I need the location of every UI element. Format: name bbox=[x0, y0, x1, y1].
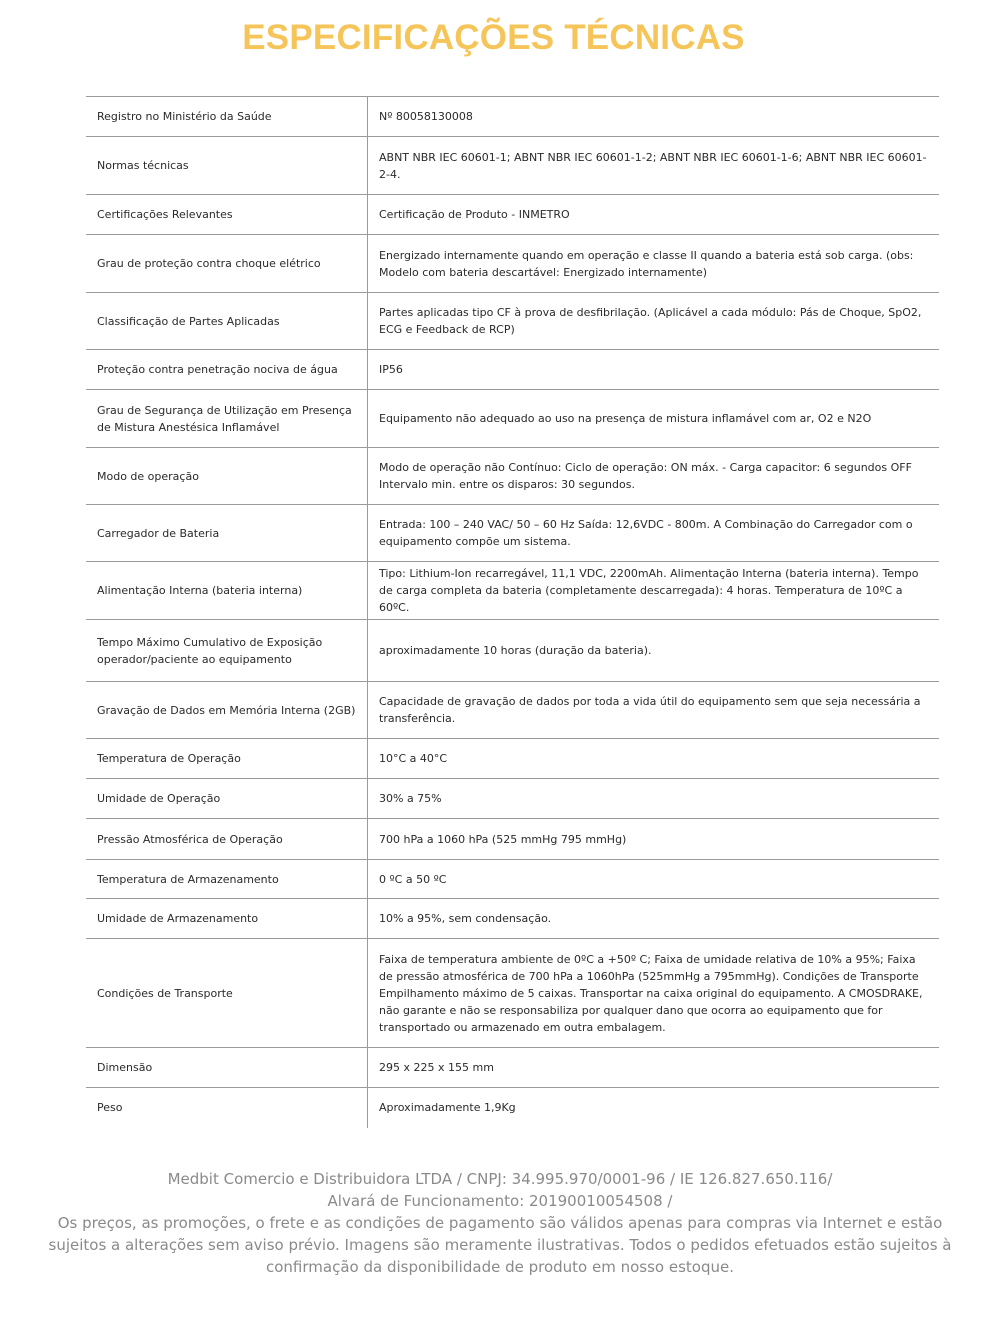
spec-value: Partes aplicadas tipo CF à prova de desfibrilação. (Aplicável a cada módulo: Pás de Choque, SpO2, ECG e Feedback de RCP) bbox=[368, 293, 940, 350]
table-row bbox=[86, 860, 939, 899]
spec-value: Equipamento não adequado ao uso na presença de mistura inflamável com ar, O2 e N2O bbox=[368, 390, 940, 448]
page-title: ESPECIFICAÇÕES TÉCNICAS bbox=[242, 18, 745, 57]
spec-label: Grau de Segurança de Utilização em Presença de Mistura Anestésica Inflamável bbox=[86, 390, 368, 448]
table-row bbox=[86, 97, 939, 137]
footer-disclaimer: Os preços, as promoções, o frete e as condições de pagamento são válidos apenas para compras via Internet e estão sujeitos a alterações sem aviso prévio. Imagens são meramente ilustrativas. Todos o pedidos efetuados estão sujeitos à confirmação da disponibilidade de produto em nosso estoque. bbox=[48, 1214, 952, 1276]
spec-value: Capacidade de gravação de dados por toda a vida útil do equipamento sem que seja necessária a transferência. bbox=[368, 682, 940, 739]
spec-value: Nº 80058130008 bbox=[368, 97, 940, 137]
spec-label: Modo de operação bbox=[86, 448, 368, 505]
spec-label: Condições de Transporte bbox=[86, 939, 368, 1048]
spec-label: Alimentação Interna (bateria interna) bbox=[86, 562, 368, 620]
spec-value: Tipo: Lithium-Ion recarregável, 11,1 VDC, 2200mAh. Alimentação Interna (bateria interna). Tempo de carga completa da bateria (completamente descarregada): 4 horas. Temperatura de 10ºC a 60ºC. bbox=[368, 562, 940, 620]
table-row bbox=[86, 819, 939, 860]
spec-label: Registro no Ministério da Saúde bbox=[86, 97, 368, 137]
table-row bbox=[86, 939, 939, 1048]
spec-value: 295 x 225 x 155 mm bbox=[368, 1048, 940, 1088]
table-row bbox=[86, 350, 939, 390]
spec-value: 0 ºC a 50 ºC bbox=[368, 860, 940, 899]
spec-value: Entrada: 100 – 240 VAC/ 50 – 60 Hz Saída: 12,6VDC - 800m. A Combinação do Carregador com o equipamento compõe um sistema. bbox=[368, 505, 940, 562]
spec-label: Peso bbox=[86, 1088, 368, 1128]
spec-label: Carregador de Bateria bbox=[86, 505, 368, 562]
footer-license-line: Alvará de Funcionamento: 20190010054508 / bbox=[327, 1192, 673, 1210]
spec-label: Temperatura de Operação bbox=[86, 739, 368, 779]
spec-table bbox=[86, 96, 939, 1128]
spec-value: Modo de operação não Contínuo: Ciclo de operação: ON máx. - Carga capacitor: 6 segundos OFF Intervalo min. entre os disparos: 30 segundos. bbox=[368, 448, 940, 505]
table-row bbox=[86, 448, 939, 505]
table-row bbox=[86, 899, 939, 939]
spec-label: Grau de proteção contra choque elétrico bbox=[86, 235, 368, 293]
spec-label: Tempo Máximo Cumulativo de Exposição operador/paciente ao equipamento bbox=[86, 620, 368, 682]
table-row bbox=[86, 293, 939, 350]
table-row bbox=[86, 505, 939, 562]
spec-label: Gravação de Dados em Memória Interna (2GB) bbox=[86, 682, 368, 739]
spec-value: aproximadamente 10 horas (duração da bateria). bbox=[368, 620, 940, 682]
spec-label: Dimensão bbox=[86, 1048, 368, 1088]
spec-value: 30% a 75% bbox=[368, 779, 940, 819]
spec-value: Certificação de Produto - INMETRO bbox=[368, 195, 940, 235]
table-row bbox=[86, 1048, 939, 1088]
spec-label: Proteção contra penetração nociva de água bbox=[86, 350, 368, 390]
company-footer bbox=[40, 1168, 960, 1278]
spec-value: IP56 bbox=[368, 350, 940, 390]
spec-value: Energizado internamente quando em operação e classe II quando a bateria está sob carga. (obs: Modelo com bateria descartável: Energizado internamente) bbox=[368, 235, 940, 293]
spec-label: Temperatura de Armazenamento bbox=[86, 860, 368, 899]
table-row bbox=[86, 235, 939, 293]
spec-label: Pressão Atmosférica de Operação bbox=[86, 819, 368, 860]
table-row bbox=[86, 137, 939, 195]
table-row bbox=[86, 620, 939, 682]
spec-value: Faixa de temperatura ambiente de 0ºC a +50º C; Faixa de umidade relativa de 10% a 95%; Faixa de pressão atmosférica de 700 hPa a 1060hPa (525mmHg a 795mmHg). Condições de Transporte Empilhamento máximo de 5 caixas. Transportar na caixa original do equipamento. A CMOSDRAKE, não garante e não se responsabiliza por qualquer dano que ocorra ao equipamento que for transportado ou armazenado em outra embalagem. bbox=[368, 939, 940, 1048]
spec-value: ABNT NBR IEC 60601-1; ABNT NBR IEC 60601-1-2; ABNT NBR IEC 60601-1-6; ABNT NBR IEC 60601-2-4. bbox=[368, 137, 940, 195]
spec-value: 10% a 95%, sem condensação. bbox=[368, 899, 940, 939]
table-row bbox=[86, 779, 939, 819]
spec-value: 10°C a 40°C bbox=[368, 739, 940, 779]
spec-label: Umidade de Armazenamento bbox=[86, 899, 368, 939]
spec-value: Aproximadamente 1,9Kg bbox=[368, 1088, 940, 1128]
spec-label: Classificação de Partes Aplicadas bbox=[86, 293, 368, 350]
table-row bbox=[86, 562, 939, 620]
table-row bbox=[86, 682, 939, 739]
spec-label: Normas técnicas bbox=[86, 137, 368, 195]
spec-value: 700 hPa a 1060 hPa (525 mmHg 795 mmHg) bbox=[368, 819, 940, 860]
table-row bbox=[86, 739, 939, 779]
table-row bbox=[86, 195, 939, 235]
table-row bbox=[86, 1088, 939, 1128]
spec-label: Umidade de Operação bbox=[86, 779, 368, 819]
footer-company-line: Medbit Comercio e Distribuidora LTDA / CNPJ: 34.995.970/0001-96 / IE 126.827.650.116/ bbox=[167, 1170, 833, 1188]
table-row bbox=[86, 390, 939, 448]
spec-label: Certificações Relevantes bbox=[86, 195, 368, 235]
